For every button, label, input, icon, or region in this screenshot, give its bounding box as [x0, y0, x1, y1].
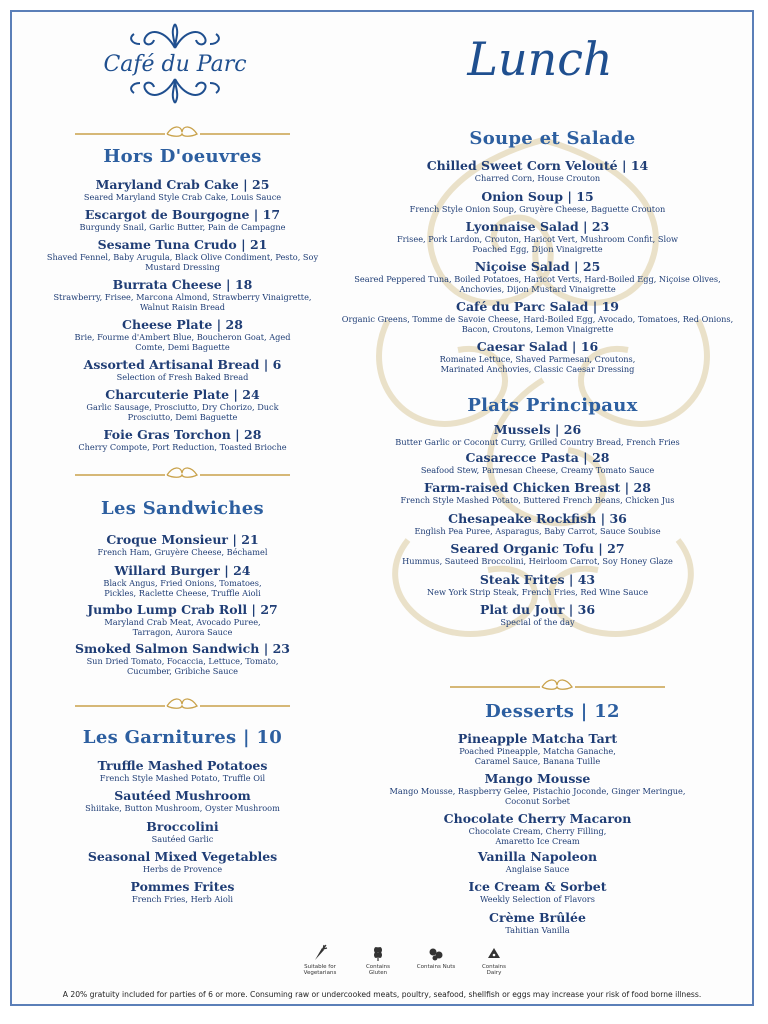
item-description: English Pea Puree, Asparagus, Baby Carrot, Sauce Soubise — [414, 526, 661, 536]
item-name: Chilled Sweet Corn Velouté | 14 — [426, 158, 649, 173]
menu-item — [335, 910, 740, 935]
section-title-sandwiches: Les Sandwiches — [100, 498, 264, 519]
menu-item — [335, 158, 740, 183]
menu-item — [30, 237, 335, 272]
item-name: Caesar Salad | 16 — [476, 339, 599, 354]
menu-item — [30, 387, 335, 422]
item-description: French Style Mashed Potato, Truffle Oil — [99, 773, 266, 783]
item-description: Shiitake, Button Mushroom, Oyster Mushroom — [85, 803, 280, 813]
item-description: Mango Mousse, Raspberry Gelee, Pistachio Joconde, Ginger Meringue, Coconut Sorbet — [389, 786, 686, 806]
item-name: Casarecce Pasta | 28 — [465, 450, 610, 465]
item-description: French Ham, Gruyère Cheese, Béchamel — [97, 547, 268, 557]
item-description: Shaved Fennel, Baby Arugula, Black Olive Condiment, Pesto, Soy Mustard Dressing — [46, 252, 319, 272]
item-description: Brie, Fourme d'Ambert Blue, Boucheron Goat, Aged Comte, Demi Baguette — [74, 332, 291, 352]
menu-item — [335, 450, 740, 475]
menu-item — [335, 731, 740, 766]
item-name: Seasonal Mixed Vegetables — [87, 849, 278, 864]
item-description: Seared Peppered Tuna, Boiled Potatoes, Haricot Verts, Hard-Boiled Egg, Niçoise Olives, Anchovies, Dijon Mustard Vinaigrette — [354, 274, 721, 294]
menu-item — [30, 788, 335, 813]
item-name: Assorted Artisanal Bread | 6 — [83, 357, 282, 372]
section-title-soupe-salade: Soupe et Salade — [469, 128, 636, 149]
item-name: Chocolate Cherry Macaron — [443, 811, 632, 826]
item-description: Strawberry, Frisee, Marcona Almond, Strawberry Vinaigrette, Walnut Raisin Bread — [53, 292, 312, 312]
logo-flourish-bottom-icon — [120, 77, 230, 107]
menu-item — [30, 317, 335, 352]
menu-item — [335, 771, 740, 806]
menu-item — [335, 259, 740, 294]
item-description: Garlic Sausage, Prosciutto, Dry Chorizo, Duck Prosciutto, Demi Baguette — [86, 402, 279, 422]
item-description: Tahitian Vanilla — [505, 925, 570, 935]
item-name: Vanilla Napoleon — [477, 849, 598, 864]
menu-item — [30, 602, 335, 637]
item-name: Broccolini — [146, 819, 219, 834]
menu-item — [335, 219, 740, 254]
item-name: Plat du Jour | 36 — [479, 602, 596, 617]
item-name: Café du Parc Salad | 19 — [456, 299, 619, 314]
item-name: Farm-raised Chicken Breast | 28 — [424, 480, 651, 495]
item-name: Mussels | 26 — [493, 422, 582, 437]
item-name: Sautéed Mushroom — [114, 788, 251, 803]
menu-item — [30, 207, 335, 232]
menu-item — [30, 427, 335, 452]
item-description: Seared Maryland Style Crab Cake, Louis Sauce — [83, 192, 282, 202]
item-name: Crème Brûlée — [489, 910, 586, 925]
logo-name: Café du Parc — [103, 52, 247, 77]
legend-item — [300, 944, 340, 976]
menu-item — [30, 879, 335, 904]
legend-item — [474, 944, 514, 976]
section-title-desserts: Desserts | 12 — [485, 701, 620, 722]
item-name: Escargot de Bourgogne | 17 — [84, 207, 281, 222]
item-name: Foie Gras Torchon | 28 — [103, 427, 262, 442]
legend-label: Contains Nuts — [416, 964, 456, 970]
item-name: Seared Organic Tofu | 27 — [450, 541, 625, 556]
menu-item — [335, 189, 740, 214]
divider-ornament — [75, 466, 290, 480]
item-description: Black Angus, Fried Onions, Tomatoes, Pickles, Raclette Cheese, Truffle Aioli — [103, 578, 262, 598]
item-name: Ice Cream & Sorbet — [468, 879, 607, 894]
item-description: French Fries, Herb Aioli — [131, 894, 234, 904]
cafe-logo — [100, 20, 250, 111]
item-name: Mango Mousse — [484, 771, 591, 786]
menu-item — [30, 641, 335, 676]
menu-item — [335, 879, 740, 904]
item-name: Niçoise Salad | 25 — [474, 259, 601, 274]
item-description: Herbs de Provence — [142, 864, 223, 874]
logo-flourish-top-icon — [120, 20, 230, 50]
item-description: Hummus, Sauteed Broccolini, Heirloom Carrot, Soy Honey Glaze — [402, 556, 673, 566]
item-name: Onion Soup | 15 — [481, 189, 594, 204]
menu-item — [335, 572, 740, 597]
item-description: Selection of Fresh Baked Bread — [116, 372, 249, 382]
item-name: Truffle Mashed Potatoes — [97, 758, 268, 773]
item-description: Cherry Compote, Port Reduction, Toasted Brioche — [78, 442, 287, 452]
item-description: Charred Corn, House Crouton — [474, 173, 601, 183]
item-description: Burgundy Snail, Garlic Butter, Pain de Campagne — [79, 222, 286, 232]
nut-icon — [428, 944, 444, 962]
item-description: Seafood Stew, Parmesan Cheese, Creamy Tomato Sauce — [420, 465, 655, 475]
menu-item — [30, 563, 335, 598]
item-name: Willard Burger | 24 — [114, 563, 251, 578]
menu-item — [335, 422, 740, 447]
menu-item — [30, 277, 335, 312]
item-description: Anglaise Sauce — [505, 864, 570, 874]
item-name: Maryland Crab Cake | 25 — [95, 177, 270, 192]
menu-item — [335, 602, 740, 627]
menu-item — [335, 480, 740, 505]
menu-item — [335, 811, 740, 846]
item-name: Lyonnaise Salad | 23 — [465, 219, 610, 234]
item-description: Maryland Crab Meat, Avocado Puree, Tarragon, Aurora Sauce — [104, 617, 261, 637]
item-name: Chesapeake Rockfish | 36 — [448, 511, 627, 526]
divider-ornament — [450, 678, 665, 692]
item-description: French Style Onion Soup, Gruyère Cheese, Baguette Crouton — [409, 204, 666, 214]
menu-item — [335, 299, 740, 334]
item-description: Poached Pineapple, Matcha Ganache, Caramel Sauce, Banana Tuille — [459, 746, 616, 766]
item-description: New York Strip Steak, French Fries, Red Wine Sauce — [426, 587, 649, 597]
dietary-legend — [300, 944, 514, 976]
menu-item — [30, 532, 335, 557]
item-description: Butter Garlic or Coconut Curry, Grilled Country Bread, French Fries — [395, 437, 680, 447]
item-name: Sesame Tuna Crudo | 21 — [97, 237, 268, 252]
item-description: French Style Mashed Potato, Buttered French Beans, Chicken Jus — [400, 495, 675, 505]
divider-ornament — [75, 697, 290, 711]
wheat-icon — [370, 944, 386, 962]
menu-item — [335, 849, 740, 874]
section-title-plats-principaux: Plats Principaux — [467, 395, 638, 416]
menu-item — [30, 758, 335, 783]
menu-item — [30, 177, 335, 202]
legend-label: Suitable for Vegetarians — [303, 964, 337, 976]
menu-item — [335, 339, 740, 374]
item-description: Romaine Lettuce, Shaved Parmesan, Croutons, Marinated Anchovies, Classic Caesar Dressing — [439, 354, 636, 374]
item-description: Organic Greens, Tomme de Savoie Cheese, Hard-Boiled Egg, Avocado, Tomatoes, Red Onions, Bacon, Croutons, Lemon Vinaigrette — [341, 314, 734, 334]
item-description: Sun Dried Tomato, Focaccia, Lettuce, Tomato, Cucumber, Gribiche Sauce — [86, 656, 279, 676]
divider-ornament — [75, 125, 290, 139]
carrot-icon — [312, 944, 328, 962]
item-name: Steak Frites | 43 — [479, 572, 596, 587]
item-name: Pommes Frites — [130, 879, 235, 894]
dairy-icon — [486, 944, 502, 962]
item-name: Cheese Plate | 28 — [122, 317, 243, 332]
item-description: Chocolate Cream, Cherry Filling, Amaretto Ice Cream — [468, 826, 607, 846]
page-title: Lunch — [467, 32, 613, 86]
menu-item — [335, 541, 740, 566]
item-description: Sautéed Garlic — [151, 834, 214, 844]
item-name: Croque Monsieur | 21 — [106, 532, 259, 547]
item-name: Smoked Salmon Sandwich | 23 — [75, 641, 290, 656]
legend-item — [416, 944, 456, 976]
item-description: Special of the day — [500, 617, 575, 627]
legend-label: Contains Gluten — [365, 964, 391, 976]
menu-item — [30, 357, 335, 382]
item-description: Frisee, Pork Lardon, Crouton, Haricot Vert, Mushroom Confit, Slow Poached Egg, Dijon Vinaigrette — [396, 234, 679, 254]
item-name: Burrata Cheese | 18 — [112, 277, 253, 292]
legend-item — [358, 944, 398, 976]
menu-item — [30, 849, 335, 874]
footer-disclaimer: A 20% gratuity included for parties of 6 or more. Consuming raw or undercooked meats, poultry, seafood, shellfish or eggs may increase your risk of food borne illness. — [62, 990, 702, 999]
item-description: Weekly Selection of Flavors — [480, 894, 595, 904]
menu-item — [30, 819, 335, 844]
legend-label: Contains Dairy — [481, 964, 507, 976]
section-title-garnitures: Les Garnitures | 10 — [82, 727, 283, 748]
section-title-hors-doeuvres: Hors D'oeuvres — [103, 146, 262, 167]
item-name: Charcuterie Plate | 24 — [105, 387, 260, 402]
item-name: Pineapple Matcha Tart — [457, 731, 618, 746]
item-name: Jumbo Lump Crab Roll | 27 — [87, 602, 278, 617]
menu-item — [335, 511, 740, 536]
